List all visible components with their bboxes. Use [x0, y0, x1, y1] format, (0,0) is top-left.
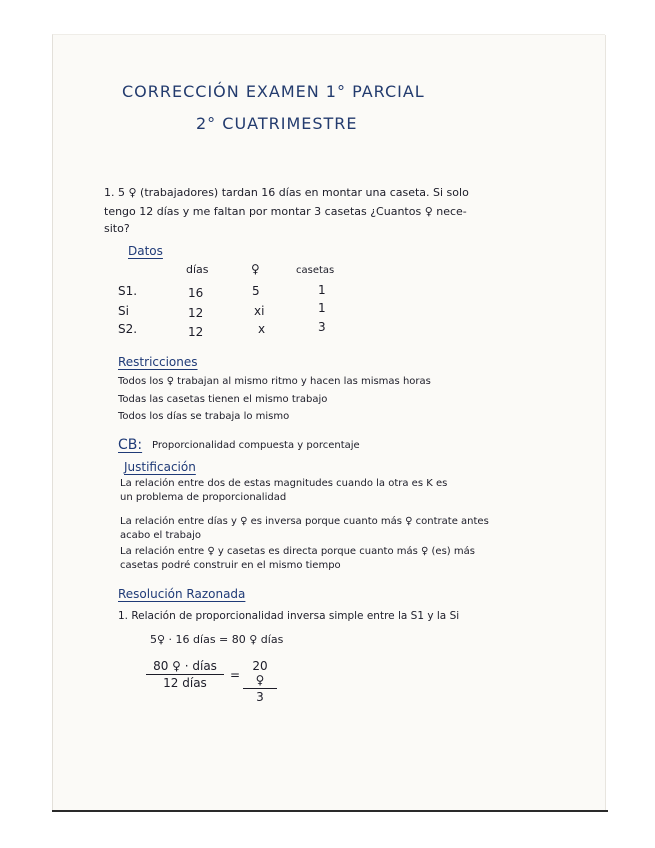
datos-cell: 12 — [188, 306, 204, 320]
fraction-denominator: 12 días — [163, 676, 207, 690]
datos-cell: 12 — [188, 325, 204, 339]
restriccion-item: Todas las casetas tienen el mismo trabajo — [118, 394, 328, 405]
problem-line-2: tengo 12 días y me faltan por montar 3 casetas ¿Cuantos ♀ nece- — [104, 205, 467, 218]
equals-sign: = — [230, 668, 241, 682]
fraction-denominator: 3 — [256, 690, 264, 704]
justificacion-text: casetas podré construir en el mismo tiempo — [120, 560, 341, 571]
equation: 5♀ · 16 días = 80 ♀ días — [150, 633, 284, 646]
fraction-right — [243, 659, 277, 704]
restriccion-item: Todos los días se trabaja lo mismo — [118, 411, 290, 422]
datos-cell: 1 — [318, 283, 326, 297]
datos-heading: Datos — [128, 244, 163, 258]
resolucion-step: 1. Relación de proporcionalidad inversa simple entre la S1 y la Si — [118, 610, 460, 622]
justificacion-text: un problema de proporcionalidad — [120, 492, 287, 503]
fraction-numerator: 20 ♀ — [243, 659, 277, 689]
problem-line-1: 1. 5 ♀ (trabajadores) tardan 16 días en montar una caseta. Si solo — [104, 186, 469, 199]
datos-cell: 16 — [188, 286, 204, 300]
fraction-left — [146, 659, 224, 690]
justificacion-text: La relación entre días y ♀ es inversa porque cuanto más ♀ contrate antes — [120, 516, 489, 527]
resolucion-heading: Resolución Razonada — [118, 587, 246, 601]
restriccion-item: Todos los ♀ trabajan al mismo ritmo y hacen las mismas horas — [118, 376, 431, 387]
justificacion-text: acabo el trabajo — [120, 530, 202, 541]
justificacion-heading: Justificación — [124, 460, 196, 474]
fraction-numerator: 80 ♀ · días — [146, 659, 224, 675]
datos-col-trabajadores: ♀ — [251, 262, 260, 276]
datos-row-label: Si — [118, 304, 129, 318]
datos-cell: 5 — [252, 284, 260, 298]
datos-col-casetas: casetas — [296, 265, 335, 276]
page-title: CORRECCIÓN EXAMEN 1° PARCIAL — [122, 82, 425, 101]
problem-line-3: sito? — [104, 222, 130, 235]
datos-cell: x — [258, 322, 266, 336]
datos-cell: 1 — [318, 301, 326, 315]
cb-text: Proporcionalidad compuesta y porcentaje — [152, 440, 360, 451]
page-subtitle: 2° CUATRIMESTRE — [196, 114, 358, 133]
justificacion-text: La relación entre ♀ y casetas es directa porque cuanto más ♀ (es) más — [120, 546, 475, 557]
notebook-page — [52, 34, 605, 811]
page-edge-line — [52, 810, 608, 812]
cb-label: CB: — [118, 437, 143, 453]
datos-row-label: S1. — [118, 284, 138, 298]
restricciones-heading: Restricciones — [118, 355, 198, 369]
datos-col-dias: días — [186, 263, 209, 276]
justificacion-text: La relación entre dos de estas magnitudes cuando la otra es K es — [120, 478, 448, 489]
datos-cell: 3 — [318, 320, 326, 334]
datos-cell: xi — [254, 304, 265, 318]
datos-row-label: S2. — [118, 322, 138, 336]
